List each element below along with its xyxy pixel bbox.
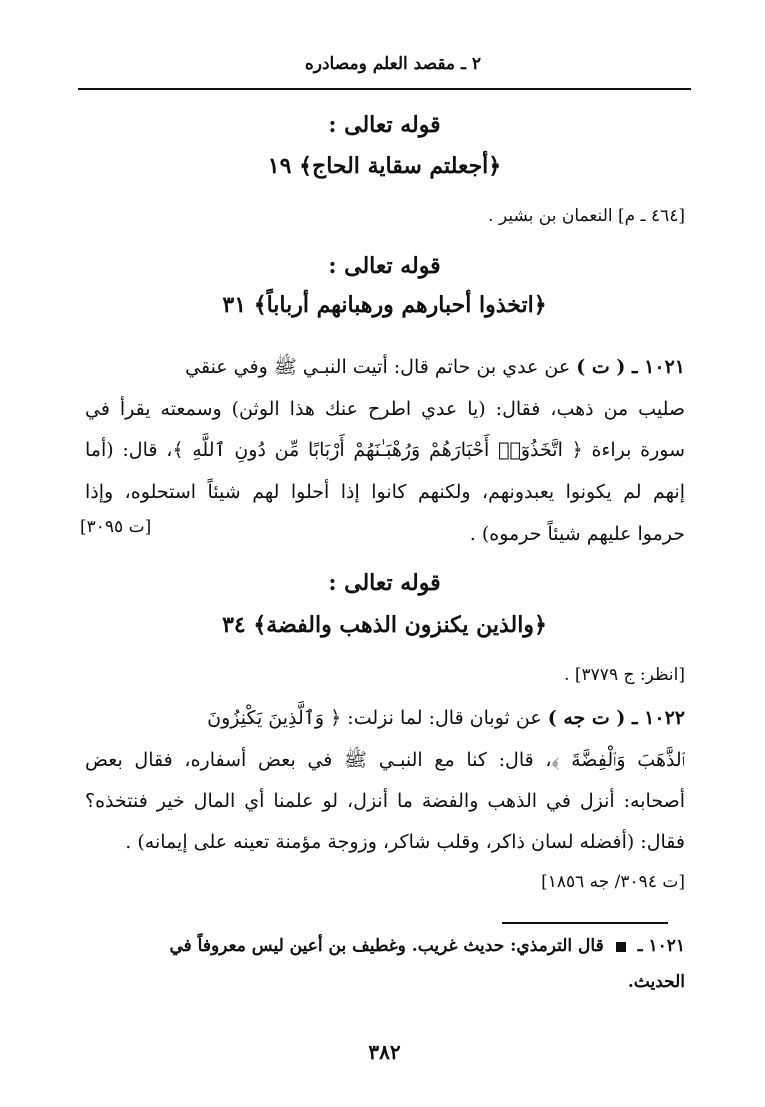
footnote-number: ١٠٢١ ـ (637, 936, 685, 956)
section-1-verse: ﴿أجعلتم سقاية الحاج﴾ ١٩ (267, 153, 502, 179)
hadith-1021-line-2: صليب من ذهب، فقال: (يا عدي اطرح عنك هذا الوثن) وسمعته يقرأ في (85, 398, 685, 420)
section-3-verse: ﴿والذين يكنزون الذهب والفضة﴾ ٣٤ (222, 612, 547, 638)
hadith-1021-ref: [ت ٣٠٩٥] (80, 517, 152, 537)
section-1-qawl: قوله تعالى : (328, 112, 441, 138)
section-2-verse: ﴿اتخذوا أحبارهم ورهبانهم أرباباً﴾ ٣١ (222, 292, 547, 318)
hadith-1022-line-2: ٱلذَّهَبَ وَٱلْفِضَّةَ ﴾، قال: كنا مع النبـي ﷺ في بعض أسفاره، فقال بعض (85, 749, 685, 771)
note-464: [٤٦٤ ـ م] النعمان بن بشير . (488, 206, 685, 226)
hadith-1021-line-3: سورة براءة ﴿ اتَّخَذُوٓا۟ أَحْبَارَهُمْ وَرُهْبَـٰنَهُمْ أَرْبَابًا مِّن دُونِ ٱللَّهِ ﴾، قال: (أما (85, 439, 685, 461)
hadith-1022-line-4: فقال: (أفضله لسان ذاكر، وقلب شاكر، وزوجة مؤمنة تعينه على إيمانه) . (125, 831, 685, 853)
hadith-1022-line-3: أصحابه: أنزل في الذهب والفضة ما أنزل، لو علمنا أي المال خير فنتخذه؟ (85, 790, 685, 812)
page-number: ٣٨٢ (368, 1040, 401, 1064)
hadith-1021-text-1: عن عدي بن حاتم قال: أتيت النبـي ﷺ وفي عنقي (185, 356, 571, 378)
hadith-1021-number: ١٠٢١ ـ ( ت ) (576, 356, 685, 378)
header-rule (78, 88, 691, 90)
section-2-qawl: قوله تعالى : (328, 253, 441, 279)
section-3-qawl: قوله تعالى : (328, 570, 441, 596)
running-header: ٢ ـ مقصد العلم ومصادره (304, 54, 481, 74)
hadith-1022-line-1 (207, 707, 685, 729)
hadith-1021-line-5: حرموا عليهم شيئاً حرموه) . (469, 523, 685, 545)
square-bullet-icon (616, 942, 626, 952)
hadith-1022-number: ١٠٢٢ ـ ( ت جه ) (547, 707, 685, 729)
note-3779: [انظر: ج ٣٧٧٩] . (564, 665, 685, 685)
hadith-1021-line-1 (185, 355, 685, 383)
hadith-1021-line-4: إنهم لم يكونوا يعبدونهم، ولكنهم كانوا إذا أحلوا لهم شيئاً استحلوه، وإذا (85, 481, 685, 503)
footnote-rule (502, 922, 668, 924)
footnote-line-2: الحديث. (627, 972, 685, 992)
hadith-1022-text-1: عن ثوبان قال: لما نزلت: ﴿ وَٱلَّذِينَ يَكْنِزُونَ (207, 707, 542, 729)
footnote-text-1: قال الترمذي: حديث غريب. وغطيف بن أعين ليس معروفاً في (169, 936, 604, 956)
footnote-line-1 (169, 936, 685, 956)
hadith-1022-ref: [ت ٣٠٩٤/ جه ١٨٥٦] (541, 872, 685, 892)
